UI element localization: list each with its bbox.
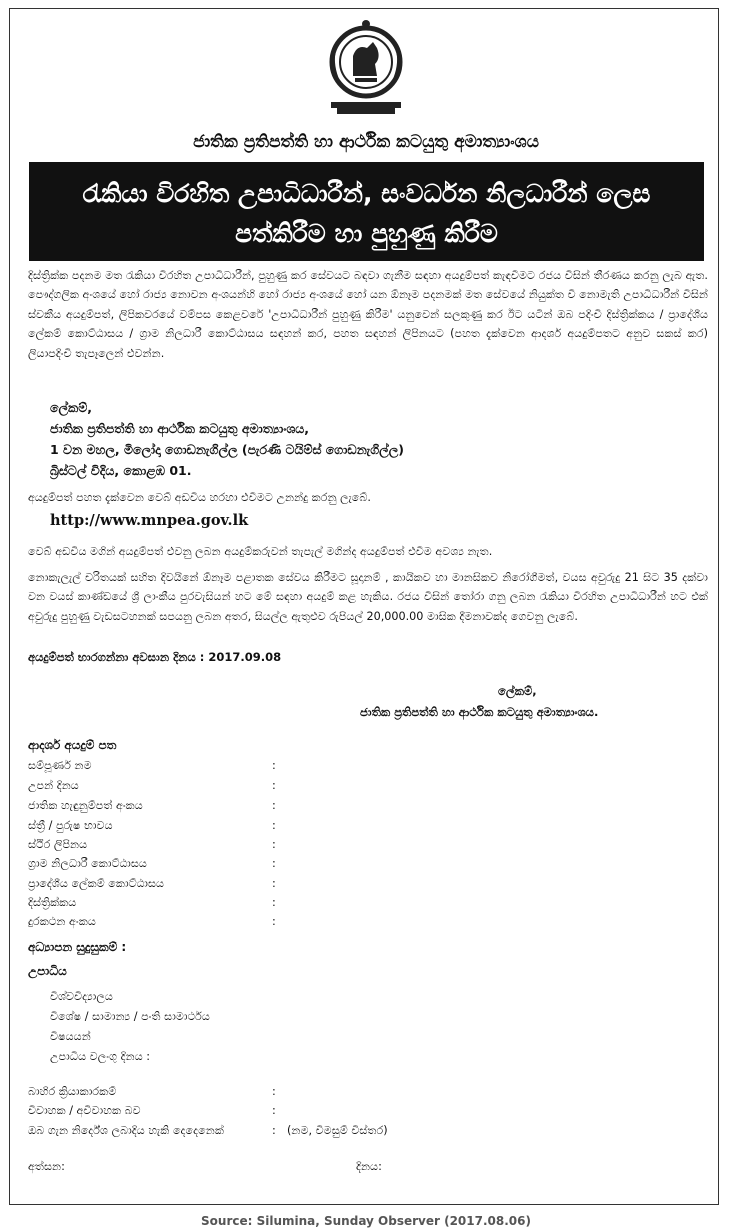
degree-field-label: විශ්වවිද්‍යාලය <box>50 990 113 1003</box>
form-field-label: ප්‍රාදේශීය ලේකම් කොට්ඨාසය <box>28 877 165 890</box>
form-field-label: ස්ත්‍රී / පුරුෂ භාවය <box>28 819 113 832</box>
form-field-label: බාහිර ක්‍රියාකාරකම් <box>28 1085 117 1098</box>
signature-ministry: ජාතික ප්‍රතිපත්ති හා ආර්ථික කටයුතු අමාත්‍යාංශය. <box>360 705 599 719</box>
address-line: බ්‍රිස්ටල් විදිය, කොළඹ 01. <box>50 463 192 478</box>
intro-paragraph: දිස්ත්‍රික්ක පදනම මත රැකියා විරහිත උපාධිධාරීන්, පුහුණු කර සේවයට බඳවා ගැනීම සඳහා අයදුම්පත් කැඳවීමට රජය විසින් තීරණය කරනු ලැබ ඇත. පෞද්ගලික අංශයේ හෝ රාජ්‍ය නොවන අංශයන්හි හෝ රාජ්‍ය අංශයේ හෝ යන ඕනෑම පදනමක් මත සේවයේ නියුක්ත වී නොමැති උපාධිධාරීන් විසින් ස්වකීය අයදුම්පත්, ලිපිකවරයේ වම්පස කෙළවරේ 'උපාධිධාරීන් පුහුණු කිරීම' යනුවෙන් සලකුණු කර ඊට යටින් ඔබ පදිංචි දිස්ත්‍රික්කය / ප්‍රාදේශීය ලේකම් කොට්ඨාසය / ග්‍රාම නිලධාරී කොට්ඨාසය සඳහන් කර, පහත සඳහන් ලිපිනයට (පහත දැක්වෙන ආදර්ශ අයදුම්පතට අනුව සකස් කර) ලියාපදිංචි තැපෑලෙන් එවන්න. <box>28 269 708 360</box>
field-colon: : <box>272 819 276 832</box>
field-colon: : <box>272 1124 276 1137</box>
source-caption: Source: Silumina, Sunday Observer (2017.08.06) <box>201 1214 531 1228</box>
eligibility-paragraph: නොකැලැල් චරිතයක් සහිත දිවයිනේ ඕනෑම පළාතක සේවය කිරීමට සූදානම් , කායිකව හා මානසිකව නිරෝගීමත්, වයස අවුරුදු 21 සිට 35 දක්වා වන වයස් කාණ්ඩයේ ශ්‍රී ලාංකීය පුරවැසියන් හට මේ සඳහා අයදුම් කළ හැකිය. රජය විසින් තෝරා ගනු ලබන රැකියා විරහිත උපාධිධාරීන් හට එක් අවුරුදු පුහුණු වැඩසටහනක් සපයනු ලබන අතර, සියල්ල ඇතුළුව රුපියල් 20,000.00 මාසික දීමනාවක්ද ගෙවනු ලැබේ. <box>28 571 708 623</box>
field-colon: : <box>272 838 276 851</box>
education-heading: අධ්‍යාපන සුදුසුකම් : <box>28 940 127 954</box>
degree-field-label: උපාධිය වලංගු දිනය : <box>50 1050 151 1063</box>
headline-line-1: රැකියා විරහිත උපාධිධාරීන්, සංවර්ධන නිලධාරීන් ලෙස <box>82 179 651 208</box>
headline-line-2: පත්කිරීම හා පුහුණු කිරීම <box>235 219 498 248</box>
field-colon: : <box>272 857 276 870</box>
field-colon: : <box>272 759 276 772</box>
referee-note: (නම, විමසුම් විස්තර) <box>287 1124 388 1137</box>
closing-date: අයදුම්පත් භාරගන්නා අවසාන දිනය : 2017.09.08 <box>28 650 282 664</box>
website-link[interactable]: http://www.mnpea.gov.lk <box>50 512 249 529</box>
form-field-label: ස්ථිර ලිපිනය <box>28 838 88 851</box>
address-line: ලේකම්, <box>50 400 92 415</box>
degree-field-label: විශේෂ / සාමාන්‍ය / පංති සාමාර්ථය <box>50 1010 210 1023</box>
field-colon: : <box>272 1085 276 1098</box>
field-colon: : <box>272 779 276 792</box>
form-field-label: විවාහක / අවිවාහක බව <box>28 1104 141 1117</box>
form-field-label: සම්පූර්ණ නම <box>28 759 92 772</box>
web-note: අයදුම්පත් පහත දැක්වෙන වෙබ් අඩවිය හරහා එවීමට උනන්දු කරනු ලැබේ. <box>28 491 371 504</box>
headline-banner <box>29 162 704 261</box>
address-line: 1 වන මහල, මිලෝදා ගොඩනැගිල්ල (පැරණි ටයිම්ස් ගොඩනැගිල්ල) <box>50 442 404 457</box>
form-field-label: ජාතික හැඳුනුම්පත් අංකය <box>28 799 143 812</box>
date-field-label: දිනය: <box>356 1160 382 1173</box>
ministry-title: ජාතික ප්‍රතිපත්ති හා ආර්ථික කටයුතු අමාත්‍යාංශය <box>193 132 539 152</box>
field-colon: : <box>272 1104 276 1117</box>
state-emblem-icon <box>327 18 405 116</box>
form-field-label: දුරකථන අංකය <box>28 915 96 928</box>
web-note-2: වෙබ් අඩවිය මගින් අයදුම්පත් එවනු ලබන අයදුම්කරුවන් තැපැල් මගින්ද අයදුම්පත් එවීම අවශ්‍ය නැත. <box>28 545 493 558</box>
form-field-label: දිස්ත්‍රික්කය <box>28 896 77 909</box>
degree-heading: උපාධිය <box>28 964 67 978</box>
form-field-label: ඔබ ගැන නිර්දේශ ලබාදිය හැකි දෙදෙනෙක් <box>28 1124 224 1137</box>
postal-address <box>50 397 404 481</box>
field-colon: : <box>272 896 276 909</box>
field-colon: : <box>272 877 276 890</box>
form-field-label: උපන් දිනය <box>28 779 79 792</box>
signature-field-label: අත්සන: <box>28 1160 65 1173</box>
field-colon: : <box>272 915 276 928</box>
form-title: ආදර්ශ අයදුම් පත <box>28 738 117 752</box>
address-line: ජාතික ප්‍රතිපත්ති හා ආර්ථික කටයුතු අමාත්‍යාංශය, <box>50 421 310 436</box>
field-colon: : <box>272 799 276 812</box>
signature-title: ලේකම්, <box>498 684 537 698</box>
degree-field-label: විෂයයන් <box>50 1030 91 1043</box>
form-field-label: ග්‍රාම නිලධාරී කොට්ඨාසය <box>28 857 147 870</box>
